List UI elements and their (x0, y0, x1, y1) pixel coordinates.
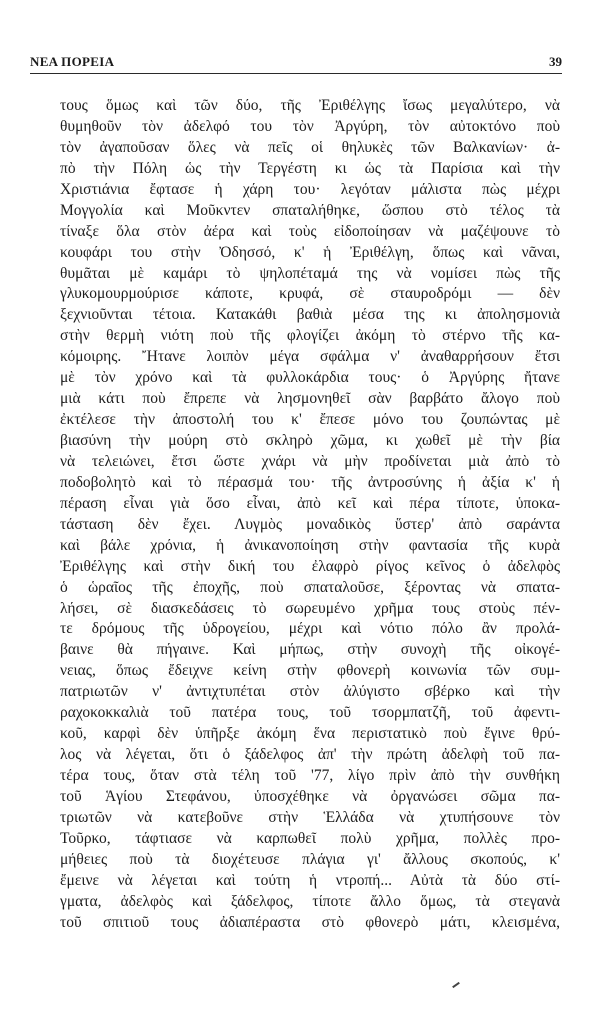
text-line: τοῦ Ἁγίου Στεφάνου, ὑποσχέθηκε νὰ ὀργανώσει σῶμα πα- (60, 787, 560, 805)
text-line: λήσει, σὲ διασκεδάσεις τὸ σωρευμένο χρῆμα τους στοὺς πέν- (60, 599, 560, 617)
text-line: ἐκτέλεσε τὴν ἀποστολή του κ' ἔπεσε μόνο του ζουπώντας μὲ (60, 411, 560, 429)
text-line: καὶ βάλε χρόνια, ἡ ἀνικανοποίηση στὴν φαντασία τῆς κυρὰ (60, 536, 560, 554)
text-line: νειας, ὅπως ἔδειχνε κείνη στὴν φθονερὴ κοινωνία τῶν συμ- (60, 662, 560, 680)
body-text (60, 96, 560, 934)
text-line: μιὰ κάτι ποὺ ἔπρεπε νὰ λησμονηθεῖ σὰν βαρβάτο ἄλογο ποὺ (60, 390, 560, 408)
stray-ink-mark (452, 982, 460, 988)
text-line: Ἐριθέλγης καὶ στὴν δική του ἐλαφρὸ ρίγος κεῖνος ὁ ἀδελφὸς (60, 557, 560, 575)
text-line: βαινε θὰ πήγαινε. Καὶ μήπως, στὴν συνοχὴ τῆς οἰκογέ- (60, 641, 560, 659)
text-line: ραχοκοκκαλιὰ τοῦ πατέρα τους, τοῦ τσορμπατζῆ, τοῦ ἀφεντι- (60, 704, 560, 722)
text-line: θυμᾶται μὲ καμάρι τὸ ψηλοπέταμά της νὰ νομίσει πὼς τῆς (60, 264, 560, 282)
text-line: πὸ τὴν Πόλη ὡς τὴν Τεργέστη κι ὡς τὰ Παρίσια καὶ τὴν (60, 159, 560, 177)
text-line: κόμοιρης. Ἤτανε λοιπὸν μέγα σφάλμα ν' ἀναθαρρήσουν ἔτσι (60, 348, 560, 366)
text-line: πέραση εἶναι γιὰ ὅσο εἶναι, ἀπὸ κεῖ καὶ πέρα τίποτε, ὑποκα- (60, 494, 560, 512)
text-line: ἔμεινε νὰ λέγεται καὶ τούτη ἡ ντροπή... Αὐτὰ τὰ δύο στί- (60, 871, 560, 889)
text-line: νὰ τελειώνει, ἔτσι ὥστε χνάρι νὰ μὴν προδίνεται μιὰ ἀπὸ τὸ (60, 452, 560, 470)
text-line: τους ὅμως καὶ τῶν δύο, τῆς Ἐριθέλγης ἴσως μεγαλύτερο, νὰ (60, 97, 560, 114)
text-line: γματα, ἀδελφὸς καὶ ξάδελφος, τίποτε ἄλλο ὅμως, τὰ στεγανὰ (60, 892, 560, 910)
text-line: ὁ ὡραῖος τῆς ἐποχῆς, ποὺ σπαταλοῦσε, ξέροντας νὰ σπατα- (60, 578, 560, 596)
text-line: λος νὰ λέγεται, ὅτι ὁ ξάδελφος ἀπ' τὴν πρώτη ἀδελφὴ τοῦ πα- (60, 746, 560, 764)
text-line: γλυκομουρμούρισε κάποτε, κρυφά, σὲ σταυροδρόμι — δὲν (60, 285, 560, 303)
text-line: τὸν ἀγαποῦσαν ὅλες νὰ πεῖς οἱ θηλυκὲς τῶν Βαλκανίων· ἀ- (60, 138, 560, 156)
text-line: βιασύνη τὴν μούρη στὸ σκληρὸ χῶμα, κι χωθεῖ μὲ τὴν βία (60, 432, 560, 449)
text-line: τάσταση δὲν ἔχει. Λυγμὸς μοναδικὸς ὕστερ' ἀπὸ σαράντα (60, 515, 560, 533)
text-line: κοῦ, καρφὶ δὲν ὑπῆρξε ἀκόμη ἕνα περιστατικὸ ποὺ ἔγινε θρύ- (60, 725, 560, 743)
text-line: τέρα τους, ὅταν στὰ τέλη τοῦ '77, λίγο πρὶν ἀπὸ τὴν συνθήκη (60, 767, 560, 784)
running-head (30, 54, 562, 74)
text-line: μήθειες ποὺ τὰ διοχέτευσε πλάγια γι' ἄλλους σκοπούς, κ' (60, 850, 560, 868)
header-rule (30, 73, 562, 74)
text-line: ξεχνιοῦνται τέτοια. Κατακάθι βαθιὰ μέσα της κι ἀπολησμονιὰ (60, 306, 560, 324)
text-line: Μογγολία καὶ Μοῦκντεν σπαταλήθηκε, ὥσπου στὸ τέλος τὰ (60, 201, 560, 219)
text-line: τοῦ σπιτιοῦ τους ἀδιαπέραστα στὸ φθονερὸ μάτι, κλεισμένα, (60, 913, 560, 931)
text-line: μὲ τὸν χρόνο καὶ τὰ φυλλοκάρδια τους· ὁ Ἀργύρης ἤτανε (60, 369, 560, 387)
text-line: ποδοβολητὸ καὶ τὸ πέρασμά του· τῆς ἀντροσύνης ἡ ἀξία κ' ἡ (60, 473, 560, 491)
text-line: τε δρόμους τῆς ὑδρογείου, μέχρι καὶ νότιο πόλο ἂν προλά- (60, 620, 560, 638)
text-line: θυμηθοῦν τὸν ἀδελφό του τὸν Ἀργύρη, τὸν αὐτοκτόνο ποὺ (60, 117, 560, 135)
text-line: στὴν θερμὴ νιότη ποὺ τῆς φλογίζει ἀκόμη τὸ στέρνο τῆς κα- (60, 327, 560, 345)
page-number: 39 (549, 54, 562, 69)
text-line: Χριστιάνια ἔφτασε ἡ χάρη του· λεγόταν μάλιστα πὼς μέχρι (60, 180, 560, 198)
text-line: τίναξε ὅλα στὸν ἀέρα καὶ τοὺς εἰδοποίησαν νὰ μαζέψουνε τὸ (60, 222, 560, 240)
text-line: κουφάρι του στὴν Ὀδησσό, κ' ἡ Ἐριθέλγη, ὅπως καὶ νᾶναι, (60, 243, 560, 261)
text-line: τριωτῶν νὰ κατεβοῦνε στὴν Ἑλλάδα νὰ χτυπήσουνε τὸν (60, 808, 560, 826)
text-line: Τοῦρκο, τάφτιασε νὰ καρπωθεῖ πολὺ χρῆμα, πολλὲς προ- (60, 829, 560, 847)
text-line: πατριωτῶν ν' ἀντιχτυπέται στὸν ἀλύγιστο σβέρκο καὶ τὴν (60, 683, 560, 701)
journal-name: ΝΕΑ ΠΟΡΕΙΑ (30, 54, 115, 69)
